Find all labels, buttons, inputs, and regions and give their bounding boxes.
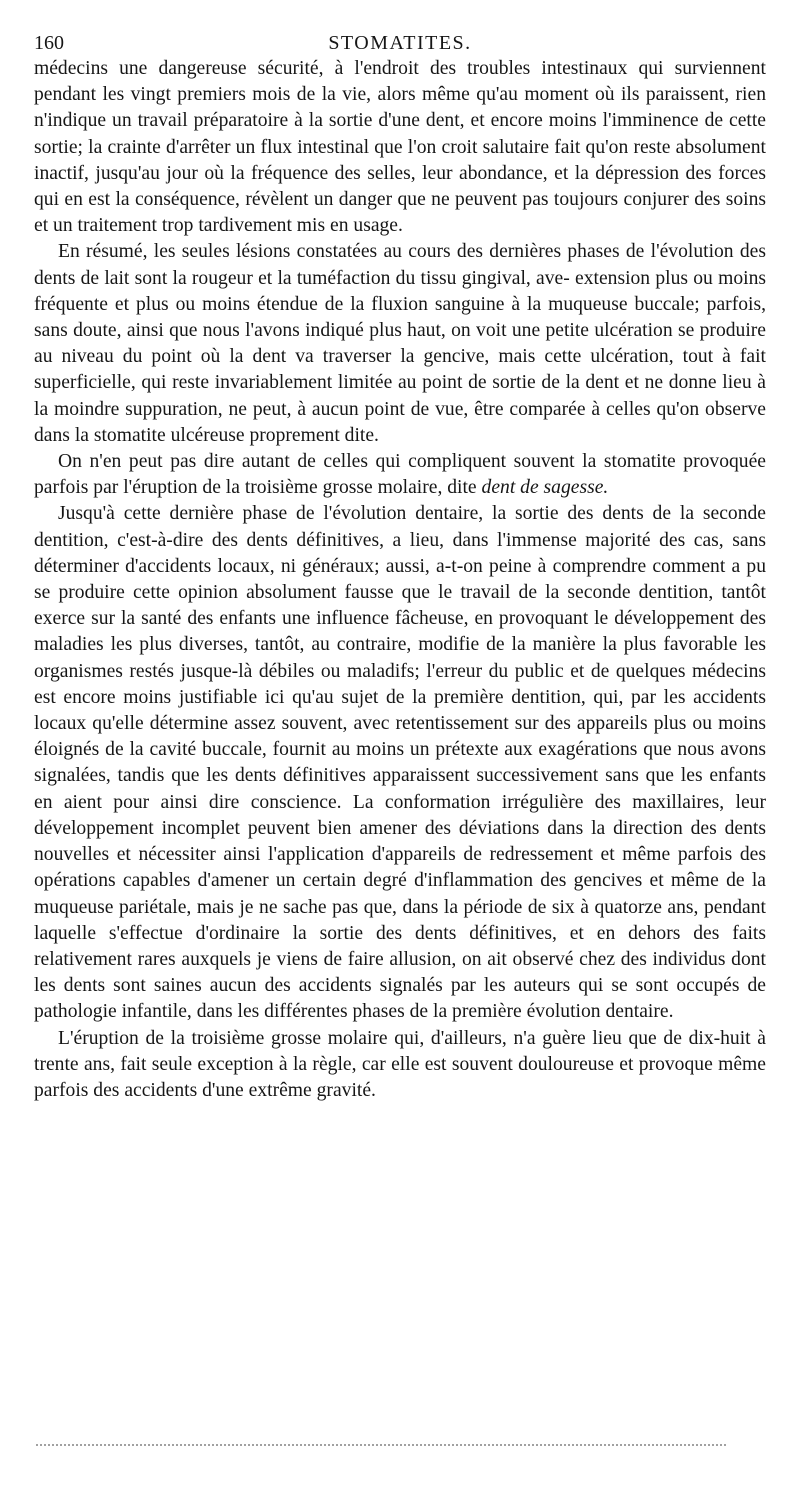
paragraph-5: L'éruption de la troisième grosse molaire qui, d'ailleurs, n'a guère lieu que de dix-huit à trente ans, fait seule exception à la règle, car elle est souvent douloureuse et provoque même parfois des accidents d'une extrême gravité. xyxy=(34,1027,766,1101)
paragraph-3-text: On n'en peut pas dire autant de celles qui compliquent souvent la stomatite provoquée parfois par l'éruption de la troisième grosse molaire, dite xyxy=(34,451,766,499)
paragraph-2: En résumé, les seules lésions constatées au cours des dernières phases de l'évolution des dents de lait sont la rougeur et la tuméfaction du tissu gingival, ave- extension plus ou moins fréquente et plus ou moins étendue de la fluxion sanguine à la muqueuse buccale; parfois, sans doute, ainsi que nous l'avons indiqué plus haut, on voit une petite ulcération se produire au niveau du point où la dent va traverser la gencive, mais cette ulcération, tout à fait superficielle, qui reste invariablement limitée au point de sortie de la dent et ne donne lieu à la moindre suppuration, ne peut, à aucun point de vue, être comparée à celles qu'on observe dans la stomatite ulcéreuse proprement dite. xyxy=(34,241,766,446)
italic-term: dent de sagesse. xyxy=(481,477,609,499)
footer-rule xyxy=(36,1444,726,1446)
running-title: STOMATITES. xyxy=(328,32,472,54)
paragraph-3 xyxy=(34,449,766,501)
body-text xyxy=(34,56,766,1104)
book-page xyxy=(34,30,766,1104)
paragraph-1: médecins une dangereuse sécurité, à l'endroit des troubles intestinaux qui surviennent pendant les vingt premiers mois de la vie, alors même qu'au moment où ils paraissent, rien n'indique un travail préparatoire à la sortie d'une dent, et encore moins l'imminence de cette sortie; la crainte d'arrêter un flux intestinal que l'on croit salutaire fait qu'on reste absolument inactif, jusqu'au jour où la fréquence des selles, leur abondance, et la dépression des forces qui en est la conséquence, révèlent un danger que ne peuvent pas toujours conjurer des soins et un traitement trop tardivement mis en usage. xyxy=(34,58,766,237)
page-number: 160 xyxy=(34,32,64,54)
running-head xyxy=(34,30,766,56)
paragraph-4: Jusqu'à cette dernière phase de l'évolution dentaire, la sortie des dents de la seconde dentition, c'est-à-dire des dents définitives, a lieu, dans l'immense majorité des cas, sans déterminer d'accidents locaux, ni généraux; aussi, a-t-on peine à comprendre comment a pu se produire cette opinion absolument fausse que le travail de la seconde dentition, tantôt exerce sur la santé des enfants une influence fâcheuse, en provoquant le développement des maladies les plus diverses, tantôt, au contraire, modifie de la manière la plus favorable les organismes restés jusque-là débiles ou maladifs; l'erreur du public et de quelques médecins est encore moins justifiable ici qu'au sujet de la première dentition, qui, par les accidents locaux qu'elle détermine assez souvent, avec retentissement sur des appareils plus ou moins éloignés de la cavité buccale, fournit au moins un prétexte aux exagérations que nous avons signalées, tandis que les dents définitives apparaissent successivement sans que les enfants en aient pour ainsi dire conscience. La conformation irrégulière des maxillaires, leur développement incomplet peuvent bien amener des déviations dans la direction des dents nouvelles et nécessiter ainsi l'application d'appareils de redressement et même parfois des opérations capables d'amener un certain degré d'inflammation des gencives et même de la muqueuse pariétale, mais je ne sache pas que, dans la période de six à quatorze ans, pendant laquelle s'effectue d'ordinaire la sortie des dents définitives, et en dehors des faits relativement rares auxquels je viens de faire allusion, on ait observé chez des individus dont les dents sont saines aucun des accidents signalés par les auteurs qui se sont occupés de pathologie infantile, dans les différentes phases de la première évolution dentaire. xyxy=(34,503,766,1023)
